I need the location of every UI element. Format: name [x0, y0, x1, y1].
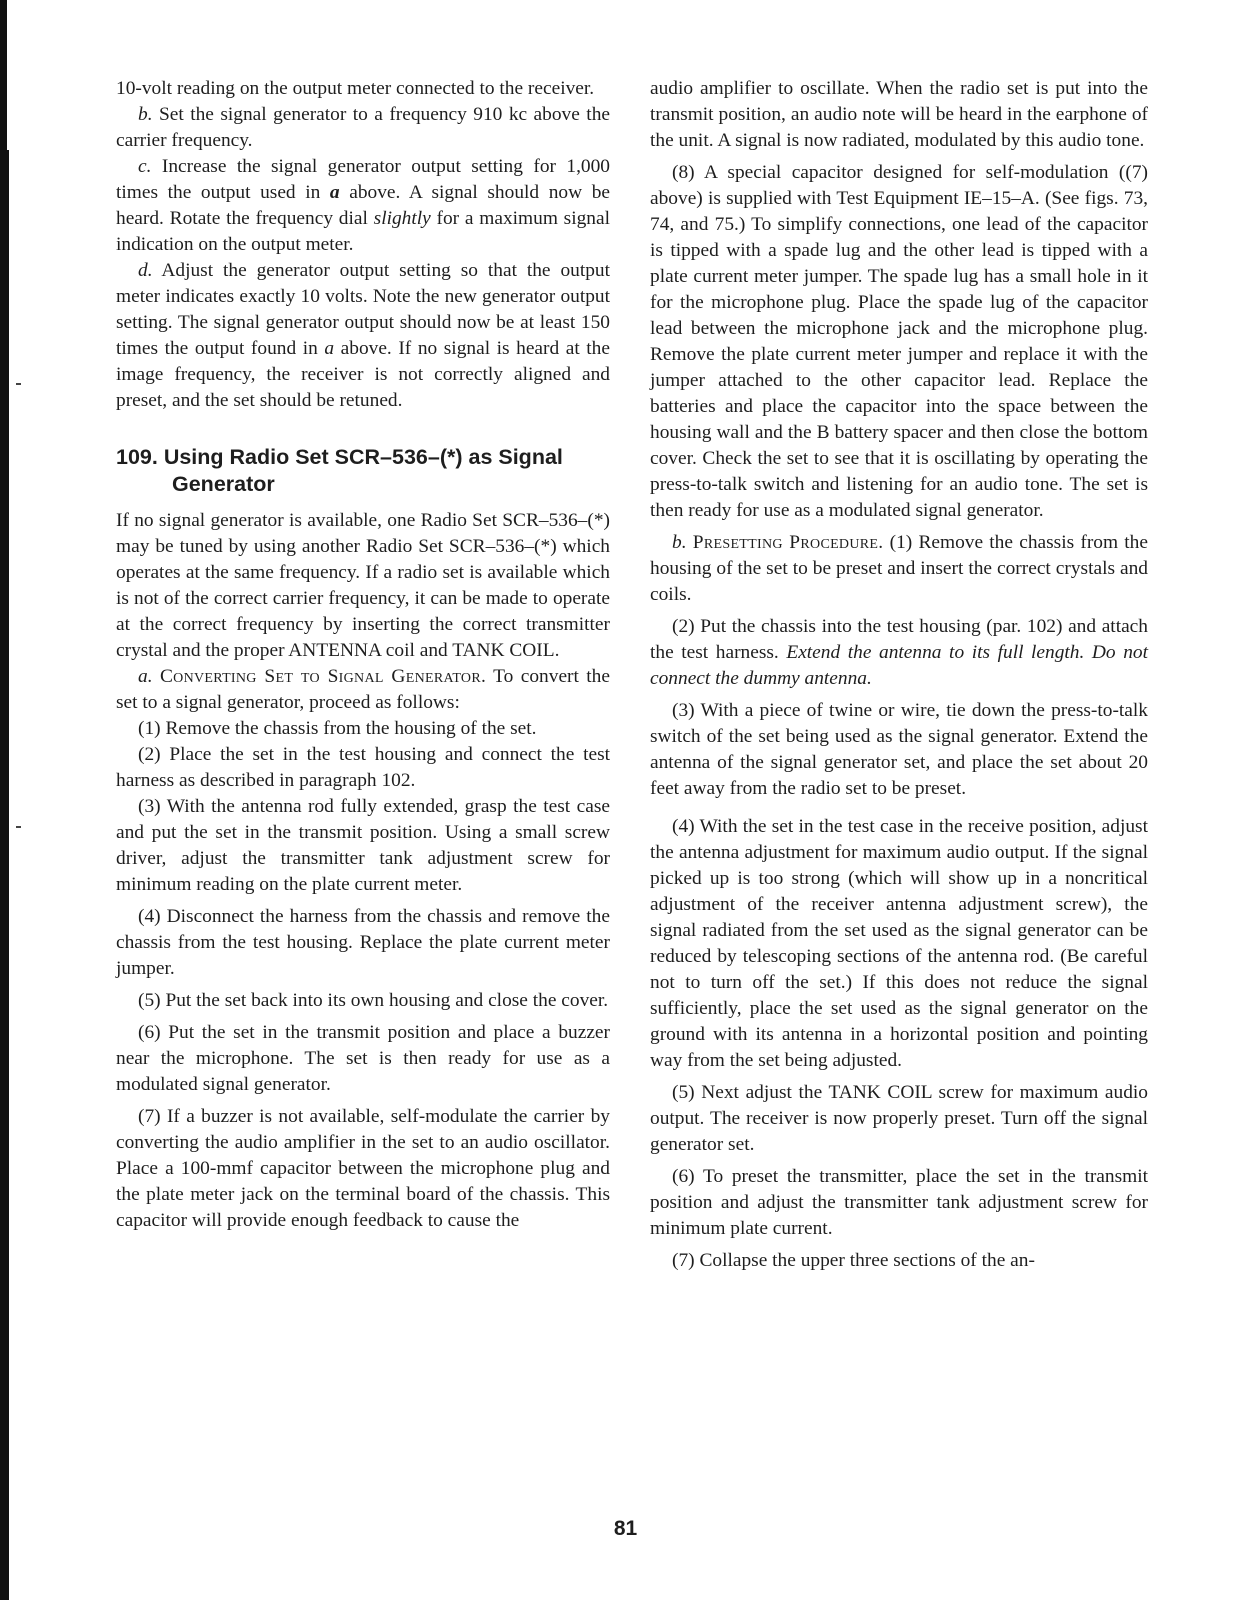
step-item: (7) Collapse the upper three sections of the an- [672, 1250, 1035, 1271]
page-number: 81 [613, 1517, 638, 1540]
right-column [650, 76, 1148, 1274]
step-item: (3) With the antenna rod fully extended, grasp the test case and put the set in the transmit position. Using a small screw driver, adjust the transmitter tank adjustment screw for minimum reading on the plate current meter. [116, 796, 610, 895]
step-item: (4) With the set in the test case in the receive position, adjust the antenna adjustment for maximum audio output. If the signal picked up is too strong (which will show up in a noncritical adjustment of the receiver antenna adjustment screw), the signal radiated from the set used as the signal generator can be reduced by telescoping sections of the antenna rod. (Be careful not to turn off the set.) If this does not reduce the signal sufficiently, place the set used as the signal generator on the ground with its antenna in a horizontal position and pointing way from the set being adjusted. [650, 816, 1148, 1071]
paragraph-continued: 10-volt reading on the output meter connected to the receiver. [116, 78, 595, 99]
step-item: (1) Remove the chassis from the housing of the set. [138, 718, 537, 739]
paragraph-text: To convert the set to a signal generator, proceed as follows: [116, 666, 610, 713]
emphasis-text: slightly [373, 208, 431, 229]
subsection-heading: Converting Set to Signal Generator. [159, 666, 487, 687]
subsection-b [650, 530, 1148, 608]
step-item: (5) Put the set back into its own housing and close the cover. [138, 990, 609, 1011]
step-item: (6) To preset the transmitter, place the set in the transmit position and adjust the transmitter tank adjustment screw for minimum plate current. [650, 1166, 1148, 1239]
paragraph-c [116, 154, 610, 258]
subsection-heading: Presetting Procedure. [692, 532, 884, 553]
paragraph-b [116, 102, 610, 154]
emphasis-text: Extend the antenna to its full length. Do not connect the dummy antenna. [650, 642, 1148, 689]
step-item: (6) Put the set in the transmit position and place a buzzer near the microphone. The set is then ready for use as a modulated signal generator. [116, 1022, 610, 1095]
step-item: (3) With a piece of twine or wire, tie down the press-to-talk switch of the set being used as the signal generator. Extend the antenna of the signal generator set, and place the set about 20 feet away from the radio set to be preset. [650, 700, 1148, 799]
section-heading: 109. Using Radio Set SCR–536–(*) as Signal Generator [116, 445, 563, 496]
paragraph-continued: audio amplifier to oscillate. When the radio set is put into the transmit position, an audio note will be heard in the earphone of the unit. A signal is now radiated, modulated by this audio tone. [650, 78, 1148, 151]
scan-margin-mark [16, 383, 21, 385]
paragraph-d [116, 258, 610, 414]
paragraph-letter: b. [138, 104, 153, 125]
paragraph-letter: b. [672, 532, 687, 553]
paragraph-letter: d. [138, 260, 153, 281]
paragraph-text: (1) Remove the chassis from the housing of the set to be preset and insert the correct crystals and coils. [650, 532, 1148, 605]
paragraph-reference: a [329, 182, 340, 203]
scan-margin-mark [16, 826, 21, 828]
paragraph-text: Set the signal generator to a frequency 910 kc above the carrier frequency. [116, 104, 610, 151]
step-item [650, 614, 1148, 692]
step-item: (4) Disconnect the harness from the chassis and remove the chassis from the test housing. Replace the plate current meter jumper. [116, 906, 610, 979]
scan-binding-shadow [0, 150, 9, 1600]
paragraph-text: Increase the signal generator output setting for 1,000 times the output used in [116, 156, 610, 203]
section-intro: If no signal generator is available, one Radio Set SCR–536–(*) may be tuned by using another Radio Set SCR–536–(*) which operates at the same frequency. If a radio set is available which is not of the correct carrier frequency, it can be made to operate at the correct frequency by inserting the correct transmitter crystal and the proper ANTENNA coil and TANK COIL. [116, 510, 610, 661]
left-column [116, 76, 610, 1234]
step-item: (2) Place the set in the test housing and connect the test harness as described in paragraph 102. [116, 744, 610, 791]
paragraph-text: Adjust the generator output setting so that the output meter indicates exactly 10 volts. Note the new generator output setting. The signal generator output should now be at least 150 times the output found in [116, 260, 610, 359]
paragraph-text: above. If no signal is heard at the image frequency, the receiver is not correctly aligned and preset, and the set should be retuned. [116, 338, 610, 411]
step-item: (5) Next adjust the TANK COIL screw for maximum audio output. The receiver is now properly preset. Turn off the signal generator set. [650, 1082, 1148, 1155]
paragraph-text: (2) Put the chassis into the test housing (par. 102) and attach the test harness. [650, 616, 1148, 663]
paragraph-letter: c. [138, 156, 152, 177]
paragraph-text: for a maximum signal indication on the output meter. [116, 208, 610, 255]
subsection-a [116, 664, 610, 716]
step-item: (8) A special capacitor designed for self-modulation ((7) above) is supplied with Test Equipment IE–15–A. (See figs. 73, 74, and 75.) To simplify connections, one lead of the capacitor is tipped with a spade lug and the other lead is tipped with a plate current meter jumper. The spade lug has a small hole in it for the microphone plug. Place the spade lug of the capacitor lead between the microphone jack and the microphone plug. Remove the plate current meter jumper and replace it with the jumper attached to the other capacitor lead. Replace the batteries and place the capacitor into the space between the housing wall and the B battery spacer and then close the bottom cover. Check the set to see that it is oscillating by operating the press-to-talk switch and listening for an audio tone. The set is then ready for use as a modulated signal generator. [650, 162, 1148, 521]
paragraph-letter: a. [138, 666, 153, 687]
paragraph-reference: a [324, 338, 335, 359]
paragraph-text: above. A signal should now be heard. Rotate the frequency dial [116, 182, 610, 229]
step-item: (7) If a buzzer is not available, self-modulate the carrier by converting the audio amplifier in the set to an audio oscillator. Place a 100-mmf capacitor between the microphone plug and the plate meter jack on the terminal board of the chassis. This capacitor will provide enough feedback to cause the [116, 1106, 610, 1231]
